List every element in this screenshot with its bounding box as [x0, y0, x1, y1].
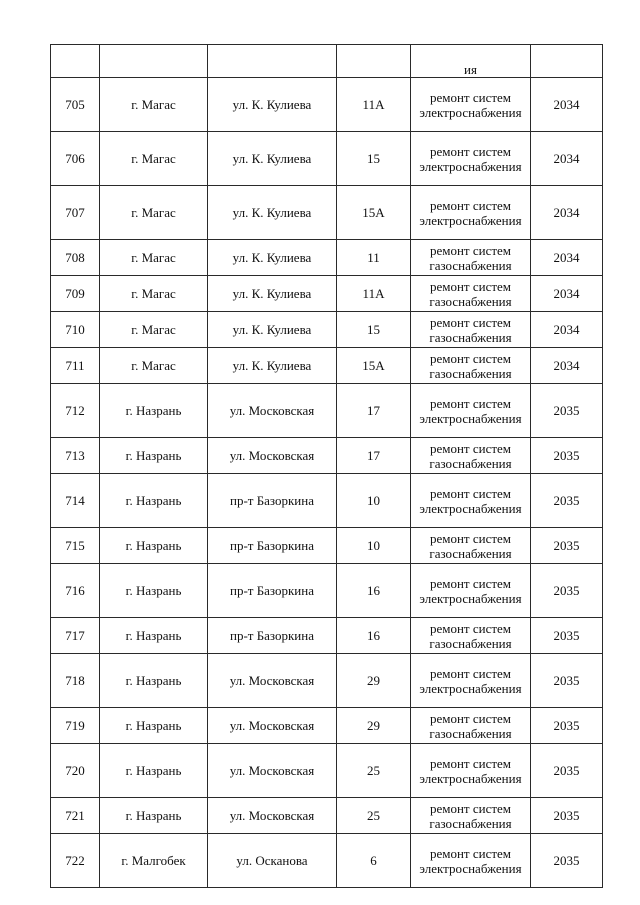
- table-row: [51, 474, 603, 528]
- row-number-cell: 708: [51, 240, 100, 276]
- work-type-cell: ремонт систем газоснабжения: [411, 438, 531, 474]
- work-type-cell: ремонт систем газоснабжения: [411, 618, 531, 654]
- house-cell: 16: [337, 564, 411, 618]
- house-cell: 25: [337, 798, 411, 834]
- house-cell: 25: [337, 744, 411, 798]
- city-cell: г. Магас: [100, 240, 208, 276]
- street-cell: ул. К. Кулиева: [208, 348, 337, 384]
- city-cell: г. Назрань: [100, 384, 208, 438]
- table-row: [51, 78, 603, 132]
- house-cell: 11А: [337, 276, 411, 312]
- year-cell: 2034: [531, 132, 603, 186]
- street-cell: ул. Московская: [208, 708, 337, 744]
- city-cell: г. Малгобек: [100, 834, 208, 888]
- row-number-cell: 714: [51, 474, 100, 528]
- table-row: [51, 528, 603, 564]
- year-cell: 2034: [531, 240, 603, 276]
- row-number-cell: 705: [51, 78, 100, 132]
- year-cell: 2034: [531, 348, 603, 384]
- table-row: [51, 240, 603, 276]
- work-type-cell: ремонт систем электроснабжения: [411, 78, 531, 132]
- year-cell: 2035: [531, 384, 603, 438]
- city-cell: г. Назрань: [100, 618, 208, 654]
- row-number-cell: 722: [51, 834, 100, 888]
- repair-schedule-table: [50, 44, 603, 888]
- house-cell: 10: [337, 474, 411, 528]
- row-number-cell: 716: [51, 564, 100, 618]
- work-type-cell: ремонт систем электроснабжения: [411, 564, 531, 618]
- table-row: [51, 438, 603, 474]
- table-row: [51, 834, 603, 888]
- row-number-cell: 706: [51, 132, 100, 186]
- street-cell: ул. Московская: [208, 384, 337, 438]
- house-cell: 10: [337, 528, 411, 564]
- row-number-cell: 715: [51, 528, 100, 564]
- year-cell: 2035: [531, 528, 603, 564]
- table-row: [51, 132, 603, 186]
- house-cell: 6: [337, 834, 411, 888]
- row-number-cell: 710: [51, 312, 100, 348]
- street-cell: ул. К. Кулиева: [208, 132, 337, 186]
- house-cell: 15А: [337, 348, 411, 384]
- table-row: [51, 564, 603, 618]
- city-cell: г. Магас: [100, 78, 208, 132]
- work-type-cell: ремонт систем газоснабжения: [411, 312, 531, 348]
- row-number-cell: [51, 45, 100, 78]
- street-cell: ул. Московская: [208, 438, 337, 474]
- street-cell: пр-т Базоркина: [208, 528, 337, 564]
- house-cell: 29: [337, 708, 411, 744]
- city-cell: г. Назрань: [100, 654, 208, 708]
- year-cell: 2035: [531, 654, 603, 708]
- city-cell: г. Магас: [100, 186, 208, 240]
- street-cell: ул. К. Кулиева: [208, 276, 337, 312]
- street-cell: ул. К. Кулиева: [208, 312, 337, 348]
- year-cell: 2035: [531, 564, 603, 618]
- house-cell: 11: [337, 240, 411, 276]
- table-row: [51, 348, 603, 384]
- house-cell: 17: [337, 384, 411, 438]
- street-cell: [208, 45, 337, 78]
- street-cell: пр-т Базоркина: [208, 474, 337, 528]
- street-cell: ул. Московская: [208, 654, 337, 708]
- year-cell: 2035: [531, 474, 603, 528]
- street-cell: ул. К. Кулиева: [208, 78, 337, 132]
- work-type-cell: ремонт систем газоснабжения: [411, 276, 531, 312]
- table-row-continuation: [51, 45, 603, 78]
- table-row: [51, 276, 603, 312]
- work-type-cell: ремонт систем электроснабжения: [411, 186, 531, 240]
- work-type-cell: ремонт систем электроснабжения: [411, 384, 531, 438]
- table-row: [51, 186, 603, 240]
- year-cell: 2034: [531, 78, 603, 132]
- house-cell: 15А: [337, 186, 411, 240]
- city-cell: г. Назрань: [100, 708, 208, 744]
- house-cell: 15: [337, 312, 411, 348]
- year-cell: 2035: [531, 834, 603, 888]
- city-cell: г. Магас: [100, 312, 208, 348]
- house-cell: 15: [337, 132, 411, 186]
- work-type-cell: ремонт систем газоснабжения: [411, 528, 531, 564]
- table-row: [51, 384, 603, 438]
- work-type-cell: ремонт систем электроснабжения: [411, 834, 531, 888]
- row-number-cell: 717: [51, 618, 100, 654]
- row-number-cell: 719: [51, 708, 100, 744]
- table-row: [51, 744, 603, 798]
- table-row: [51, 708, 603, 744]
- year-cell: 2034: [531, 186, 603, 240]
- row-number-cell: 711: [51, 348, 100, 384]
- house-cell: 16: [337, 618, 411, 654]
- street-cell: ул. К. Кулиева: [208, 186, 337, 240]
- house-cell: 11А: [337, 78, 411, 132]
- city-cell: г. Назрань: [100, 474, 208, 528]
- year-cell: 2035: [531, 744, 603, 798]
- work-type-cell: ремонт систем газоснабжения: [411, 348, 531, 384]
- city-cell: г. Магас: [100, 348, 208, 384]
- city-cell: г. Назрань: [100, 744, 208, 798]
- year-cell: 2035: [531, 708, 603, 744]
- table-row: [51, 798, 603, 834]
- work-type-cell: ремонт систем газоснабжения: [411, 798, 531, 834]
- street-cell: ул. Московская: [208, 744, 337, 798]
- year-cell: 2034: [531, 276, 603, 312]
- street-cell: пр-т Базоркина: [208, 564, 337, 618]
- year-cell: 2035: [531, 618, 603, 654]
- house-cell: 29: [337, 654, 411, 708]
- year-cell: 2035: [531, 798, 603, 834]
- row-number-cell: 709: [51, 276, 100, 312]
- street-cell: ул. Московская: [208, 798, 337, 834]
- work-type-cell: ремонт систем электроснабжения: [411, 654, 531, 708]
- table-row: [51, 312, 603, 348]
- year-cell: 2034: [531, 312, 603, 348]
- row-number-cell: 713: [51, 438, 100, 474]
- city-cell: г. Магас: [100, 132, 208, 186]
- work-type-cell: ия: [411, 45, 531, 78]
- work-type-cell: ремонт систем электроснабжения: [411, 474, 531, 528]
- city-cell: [100, 45, 208, 78]
- table-body: [51, 45, 603, 888]
- house-cell: [337, 45, 411, 78]
- work-type-cell: ремонт систем электроснабжения: [411, 132, 531, 186]
- row-number-cell: 720: [51, 744, 100, 798]
- city-cell: г. Назрань: [100, 564, 208, 618]
- table-row: [51, 654, 603, 708]
- row-number-cell: 718: [51, 654, 100, 708]
- city-cell: г. Назрань: [100, 438, 208, 474]
- work-type-cell: ремонт систем электроснабжения: [411, 744, 531, 798]
- street-cell: ул. К. Кулиева: [208, 240, 337, 276]
- table-row: [51, 618, 603, 654]
- city-cell: г. Магас: [100, 276, 208, 312]
- year-cell: [531, 45, 603, 78]
- street-cell: пр-т Базоркина: [208, 618, 337, 654]
- year-cell: 2035: [531, 438, 603, 474]
- work-type-cell: ремонт систем газоснабжения: [411, 240, 531, 276]
- city-cell: г. Назрань: [100, 528, 208, 564]
- work-type-cell: ремонт систем газоснабжения: [411, 708, 531, 744]
- street-cell: ул. Осканова: [208, 834, 337, 888]
- row-number-cell: 707: [51, 186, 100, 240]
- house-cell: 17: [337, 438, 411, 474]
- city-cell: г. Назрань: [100, 798, 208, 834]
- row-number-cell: 721: [51, 798, 100, 834]
- row-number-cell: 712: [51, 384, 100, 438]
